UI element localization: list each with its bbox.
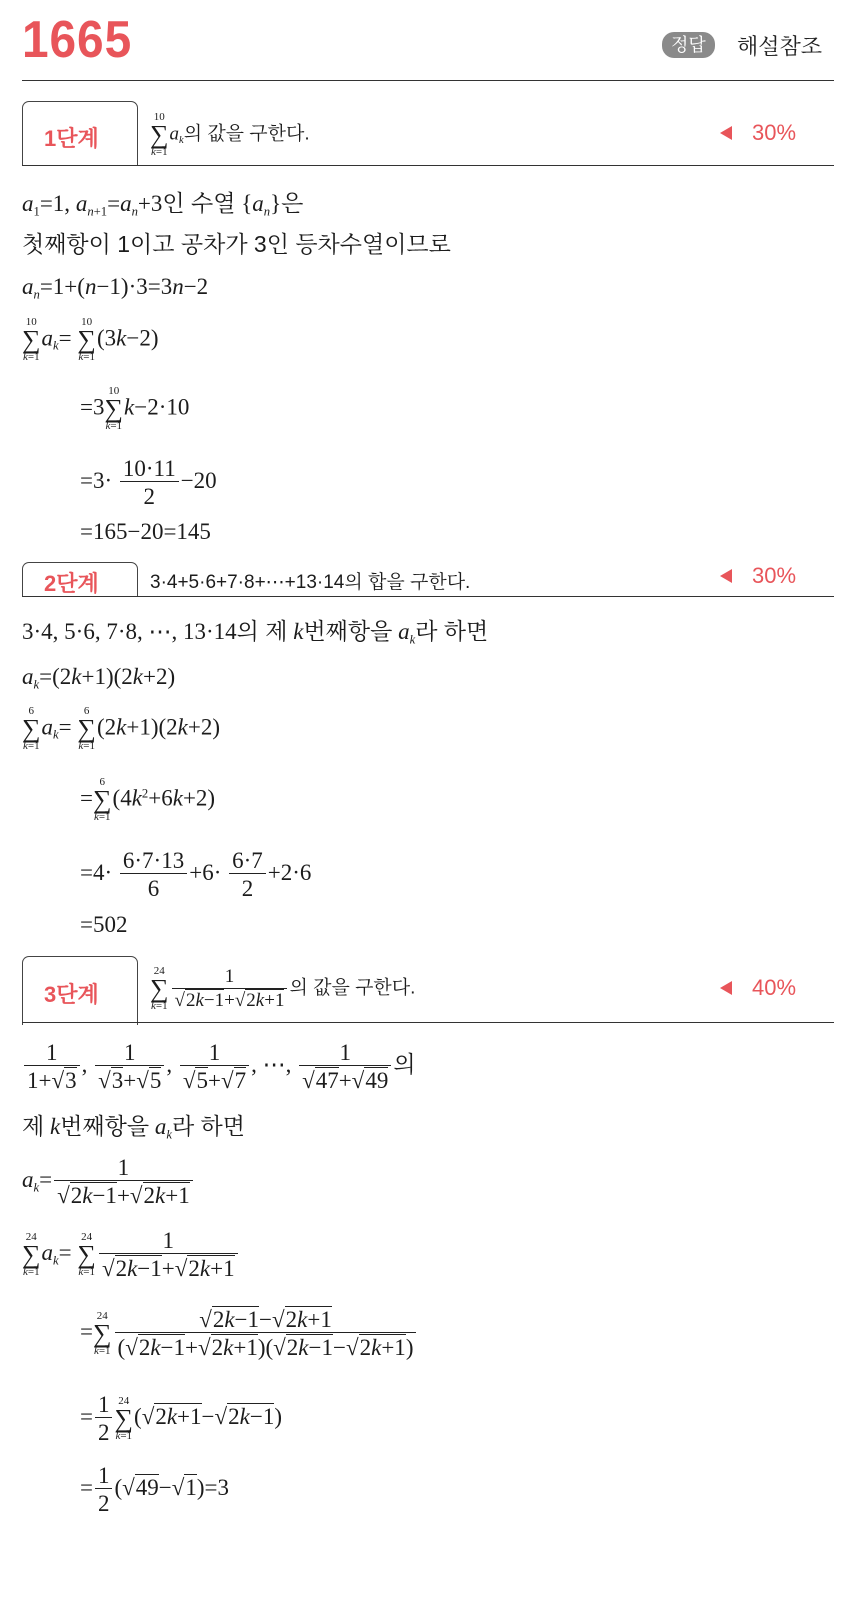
answer-reference: 해설참조 [737, 34, 823, 59]
s1-line7: =165−20=145 [80, 519, 211, 544]
s3-line4: 24 ∑ k=1 $a_k=$ 24 ∑ k=1 $\frac{1}{√2k-1+√2k+1}$ [22, 1228, 240, 1282]
s2-line1: 3·4, 5·6, 7·8, ⋯, 13·14의 제 k번째항을 $a_k$라 하면 [22, 618, 489, 647]
step3-label: 3단계 [44, 982, 99, 1007]
s3-line5: = 24 ∑ k=1 $\frac{√2k-1-√2k+1}{(√2k-1+√2k+1)(√2k-1-√2k+1)}$ [80, 1307, 418, 1361]
answer-badge: 정답 [662, 32, 715, 58]
s1-line2: 첫째항이 1이고 공차가 3인 등차수열이므로 [22, 231, 451, 257]
s3-line6: = $\frac{1}{2}$ 24 ∑ k=1 (√2k+1−√2k−1) [80, 1392, 283, 1446]
step1-desc-text: 의 값을 구한다. [183, 123, 310, 145]
s3-line2: 제 k번째항을 $a_k$라 하면 [22, 1113, 245, 1142]
step3-description: 24 ∑ k=1 $\frac{1}{√2k-1+√2k+1}$ 의 값을 구한다. [150, 965, 416, 1012]
step2-label: 2단계 [44, 571, 99, 596]
header-rule [22, 80, 834, 81]
s2-line2: $a_k=(2k+1)(2k+2)$ [22, 664, 176, 692]
s3-line7: = $\frac{1}{2}$ (√49−√1)=3 [80, 1463, 230, 1517]
s2-line3: 6 ∑ k=1 $a_k=$ 6 ∑ k=1 (2k+1)(2k+2) [22, 705, 220, 752]
s3-line3: $a_k=$ $\frac{1}{√2k-1+√2k+1}$ [22, 1155, 195, 1209]
s2-line4: = 6 ∑ k=1 $(4k^2+6k+2)$ [80, 776, 216, 823]
step3-rule [22, 1022, 834, 1023]
step1-marker-icon [720, 126, 732, 140]
step1-rule [22, 165, 834, 166]
step3-percent: 40% [752, 975, 797, 1000]
step2-rule [22, 596, 834, 597]
problem-number: 1665 [22, 11, 133, 69]
step1-description: 10 ∑ k=1 $a_k$의 값을 구한다. [150, 111, 310, 158]
s1-line6: =3· $\frac{10\cdot 11}{2}$ −20 [80, 456, 217, 510]
s2-line5: =4· $\frac{6\cdot 7\cdot 13}{6}$ +6· $\frac{6\cdot 7}{2}$ +2·6 [80, 848, 312, 902]
step1-percent: 30% [752, 120, 797, 145]
s1-line4: 10 ∑ k=1 $a_k=$ 10 ∑ k=1 (3k−2) [22, 316, 159, 363]
s3-line1: $\frac{1}{1+√3}$ , $\frac{1}{√3+√5}$ , $\frac{1}{√5+√7}$ , ⋯, $\frac{1}{√47+√49}$ 의 [22, 1040, 416, 1094]
s1-line1: $a_1=1$, $a_{n+1}=a_n+3$인 수열 $\{a_n\}$은 [22, 190, 304, 219]
step2-percent: 30% [752, 563, 797, 588]
s1-line3: $a_n=1+(n-1)\cdot 3=3n-2$ [22, 274, 209, 302]
s1-line5: =3 10 ∑ k=1 k−2·10 [80, 385, 190, 432]
step2-marker-icon [720, 569, 732, 583]
step2-description: 3·4+5·6+7·8+⋯+13·14의 합을 구한다. [150, 572, 471, 593]
s2-line6: =502 [80, 912, 128, 937]
step3-marker-icon [720, 981, 732, 995]
step1-label: 1단계 [44, 126, 99, 151]
step3-desc-text: 의 값을 구한다. [289, 977, 416, 999]
